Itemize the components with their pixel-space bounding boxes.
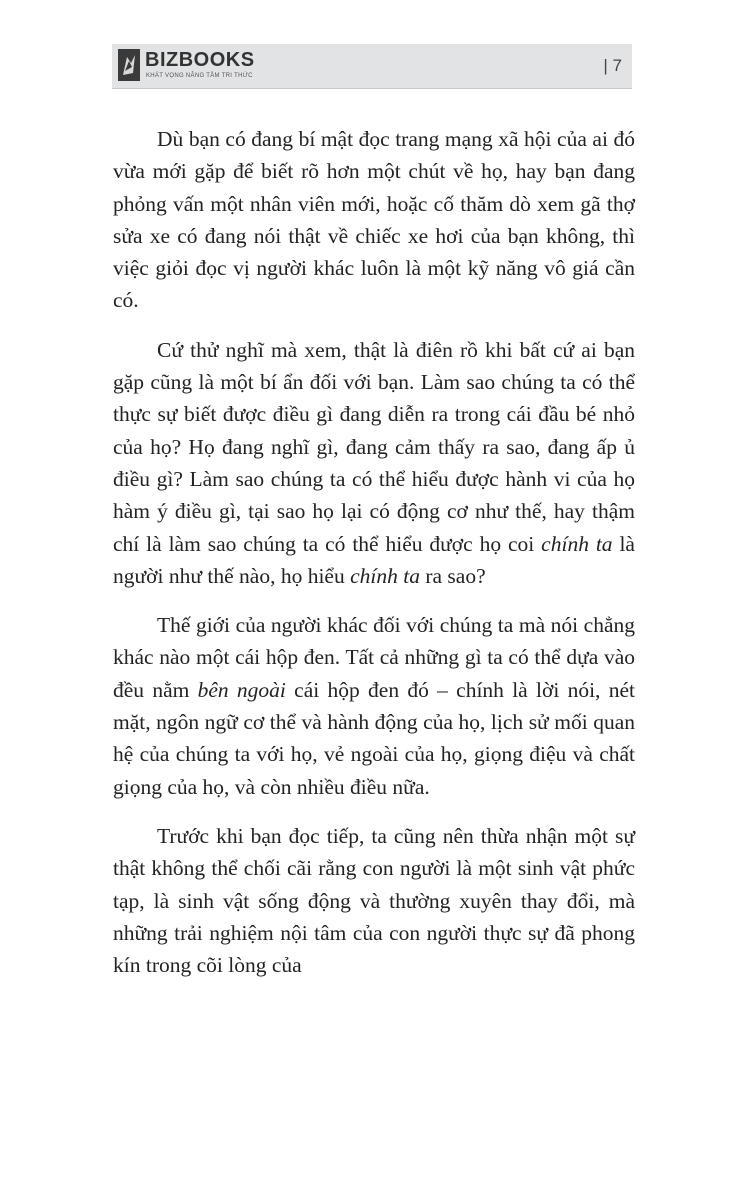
brand-tagline: KHÁT VỌNG NÂNG TẦM TRI THỨC [146, 73, 253, 79]
body-text [113, 123, 635, 998]
italic-chinh-ta-1: chính ta [541, 531, 613, 556]
paragraph-1: Dù bạn có đang bí mật đọc trang mạng xã hội của ai đó vừa mới gặp để biết rõ hơn một chút về họ, hay bạn đang phỏng vấn một nhân viên mới, hoặc cố thăm dò xem gã thợ sửa xe có đang nói thật về chiếc xe hơi của bạn không, thì việc giỏi đọc vị người khác luôn là một kỹ năng vô giá cần có. [113, 127, 635, 313]
brand-name: BIZBOOKS [145, 49, 255, 71]
page-header [112, 44, 632, 89]
paragraph-2: Cứ thử nghĩ mà xem, thật là điên rồ khi bất cứ ai bạn gặp cũng là một bí ẩn đối với bạn. Làm sao chúng ta có thể thực sự biết được điều gì đang diễn ra trong cái đầu bé nhỏ của họ? Họ đang nghĩ gì, đang cảm thấy ra sao, đang ấp ủ điều gì? Làm sao chúng ta có thể hiểu được hành vi của họ hàm ý điều gì, tại sao họ lại có động cơ như thế, hay thậm chí là làm sao chúng ta có thể hiểu được họ coi chính ta là người như thế nào, họ hiểu chính ta ra sao? [113, 337, 635, 588]
paragraph-3: Thế giới của người khác đối với chúng ta mà nói chẳng khác nào một cái hộp đen. Tất cả những gì ta có thể dựa vào đều nằm bên ngoài cái hộp đen đó – chính là lời nói, nét mặt, ngôn ngữ cơ thể và hành động của họ, lịch sử mối quan hệ của chúng ta với họ, vẻ ngoài của họ, giọng điệu và chất giọng của họ, và còn nhiều điều nữa. [113, 613, 635, 799]
italic-chinh-ta-2: chính ta [350, 563, 420, 588]
italic-ben-ngoai: bên ngoài [197, 677, 286, 702]
bizbooks-logo-icon [118, 49, 140, 81]
paragraph-4: Trước khi bạn đọc tiếp, ta cũng nên thừa nhận một sự thật không thể chối cãi rằng con người là một sinh vật phức tạp, là sinh vật sống động và thường xuyên thay đổi, mà những trải nghiệm nội tâm của con người thực sự đã phong kín trong cõi lòng của [113, 823, 635, 978]
page-number: | 7 [603, 56, 622, 75]
